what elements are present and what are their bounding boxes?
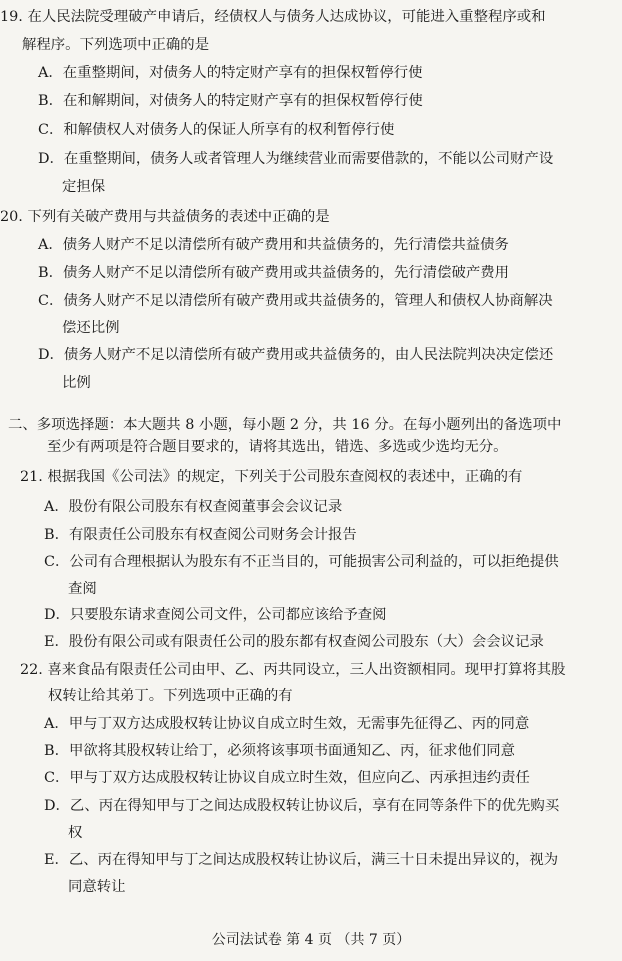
q19-option-a: A．在重整期间，对债务人的特定财产享有的担保权暂停行使 (38, 65, 423, 81)
q19-option-d-cont: 定担保 (62, 179, 106, 195)
q22-option-e: E．乙、丙在得知甲与丁之间达成股权转让协议后，满三十日未提出异议的，视为 (44, 852, 559, 868)
q21-stem: 21. 根据我国《公司法》的规定，下列关于公司股东查阅权的表述中，正确的有 (20, 469, 523, 485)
q22-option-d-cont: 权 (68, 825, 83, 841)
q20-option-c-cont: 偿还比例 (62, 320, 120, 336)
q22-option-a: A．甲与丁双方达成股权转让协议自成立时生效，无需事先征得乙、丙的同意 (44, 716, 530, 732)
q22-option-c: C．甲与丁双方达成股权转让协议自成立时生效，但应向乙、丙承担违约责任 (44, 770, 530, 786)
q20-option-d: D．债务人财产不足以清偿所有破产费用或共益债务的，由人民法院判决决定偿还 (38, 347, 554, 363)
q21-option-e: E．股份有限公司或有限责任公司的股东都有权查阅公司股东（大）会会议记录 (44, 634, 544, 650)
q21-option-c: C．公司有合理根据认为股东有不正当目的，可能损害公司利益的，可以拒绝提供 (44, 554, 559, 570)
page-footer: 公司法试卷 第 4 页 （共 7 页） (211, 932, 411, 948)
q21-option-d: D．只要股东请求查阅公司文件，公司都应该给予查阅 (44, 607, 387, 623)
q20-option-d-cont: 比例 (62, 375, 91, 391)
q21-option-b: B．有限责任公司股东有权查阅公司财务会计报告 (44, 527, 357, 543)
q19-stem-cont: 解程序。下列选项中正确的是 (22, 37, 210, 53)
section2-heading-cont: 至少有两项是符合题目要求的，请将其选出，错选、多选或少选均无分。 (47, 439, 508, 455)
q20-stem: 20. 下列有关破产费用与共益债务的表述中正确的是 (0, 209, 330, 225)
q19-option-c: C．和解债权人对债务人的保证人所享有的权利暂停行使 (38, 122, 395, 138)
q19-option-d: D．在重整期间，债务人或者管理人为继续营业而需要借款的，不能以公司财产设 (38, 151, 554, 167)
q19-option-b: B．在和解期间，对债务人的特定财产享有的担保权暂停行使 (38, 93, 423, 109)
q22-option-b: B．甲欲将其股权转让给丁，必须将该事项书面通知乙、丙，征求他们同意 (44, 743, 516, 759)
q22-option-e-cont: 同意转让 (68, 879, 126, 895)
q22-stem: 22. 喜来食品有限责任公司由甲、乙、丙共同设立，三人出资额相同。现甲打算将其股 (20, 662, 566, 678)
q20-option-c: C．债务人财产不足以清偿所有破产费用或共益债务的，管理人和债权人协商解决 (38, 293, 553, 309)
q22-option-d: D．乙、丙在得知甲与丁之间达成股权转让协议后，享有在同等条件下的优先购买 (44, 798, 560, 814)
q20-option-a: A．债务人财产不足以清偿所有破产费用和共益债务的，先行清偿共益债务 (38, 237, 509, 253)
q19-stem: 19. 在人民法院受理破产申请后，经债权人与债务人达成协议，可能进入重整程序或和 (0, 9, 546, 25)
section2-heading: 二、多项选择题：本大题共 8 小题，每小题 2 分，共 16 分。在每小题列出的备选项中 (8, 417, 562, 433)
q20-option-b: B．债务人财产不足以清偿所有破产费用或共益债务的，先行清偿破产费用 (38, 265, 510, 281)
q21-option-c-cont: 查阅 (68, 581, 97, 597)
q21-option-a: A．股份有限公司股东有权查阅董事会会议记录 (44, 499, 343, 515)
q22-stem-cont: 权转让给其弟丁。下列选项中正确的有 (48, 688, 293, 704)
